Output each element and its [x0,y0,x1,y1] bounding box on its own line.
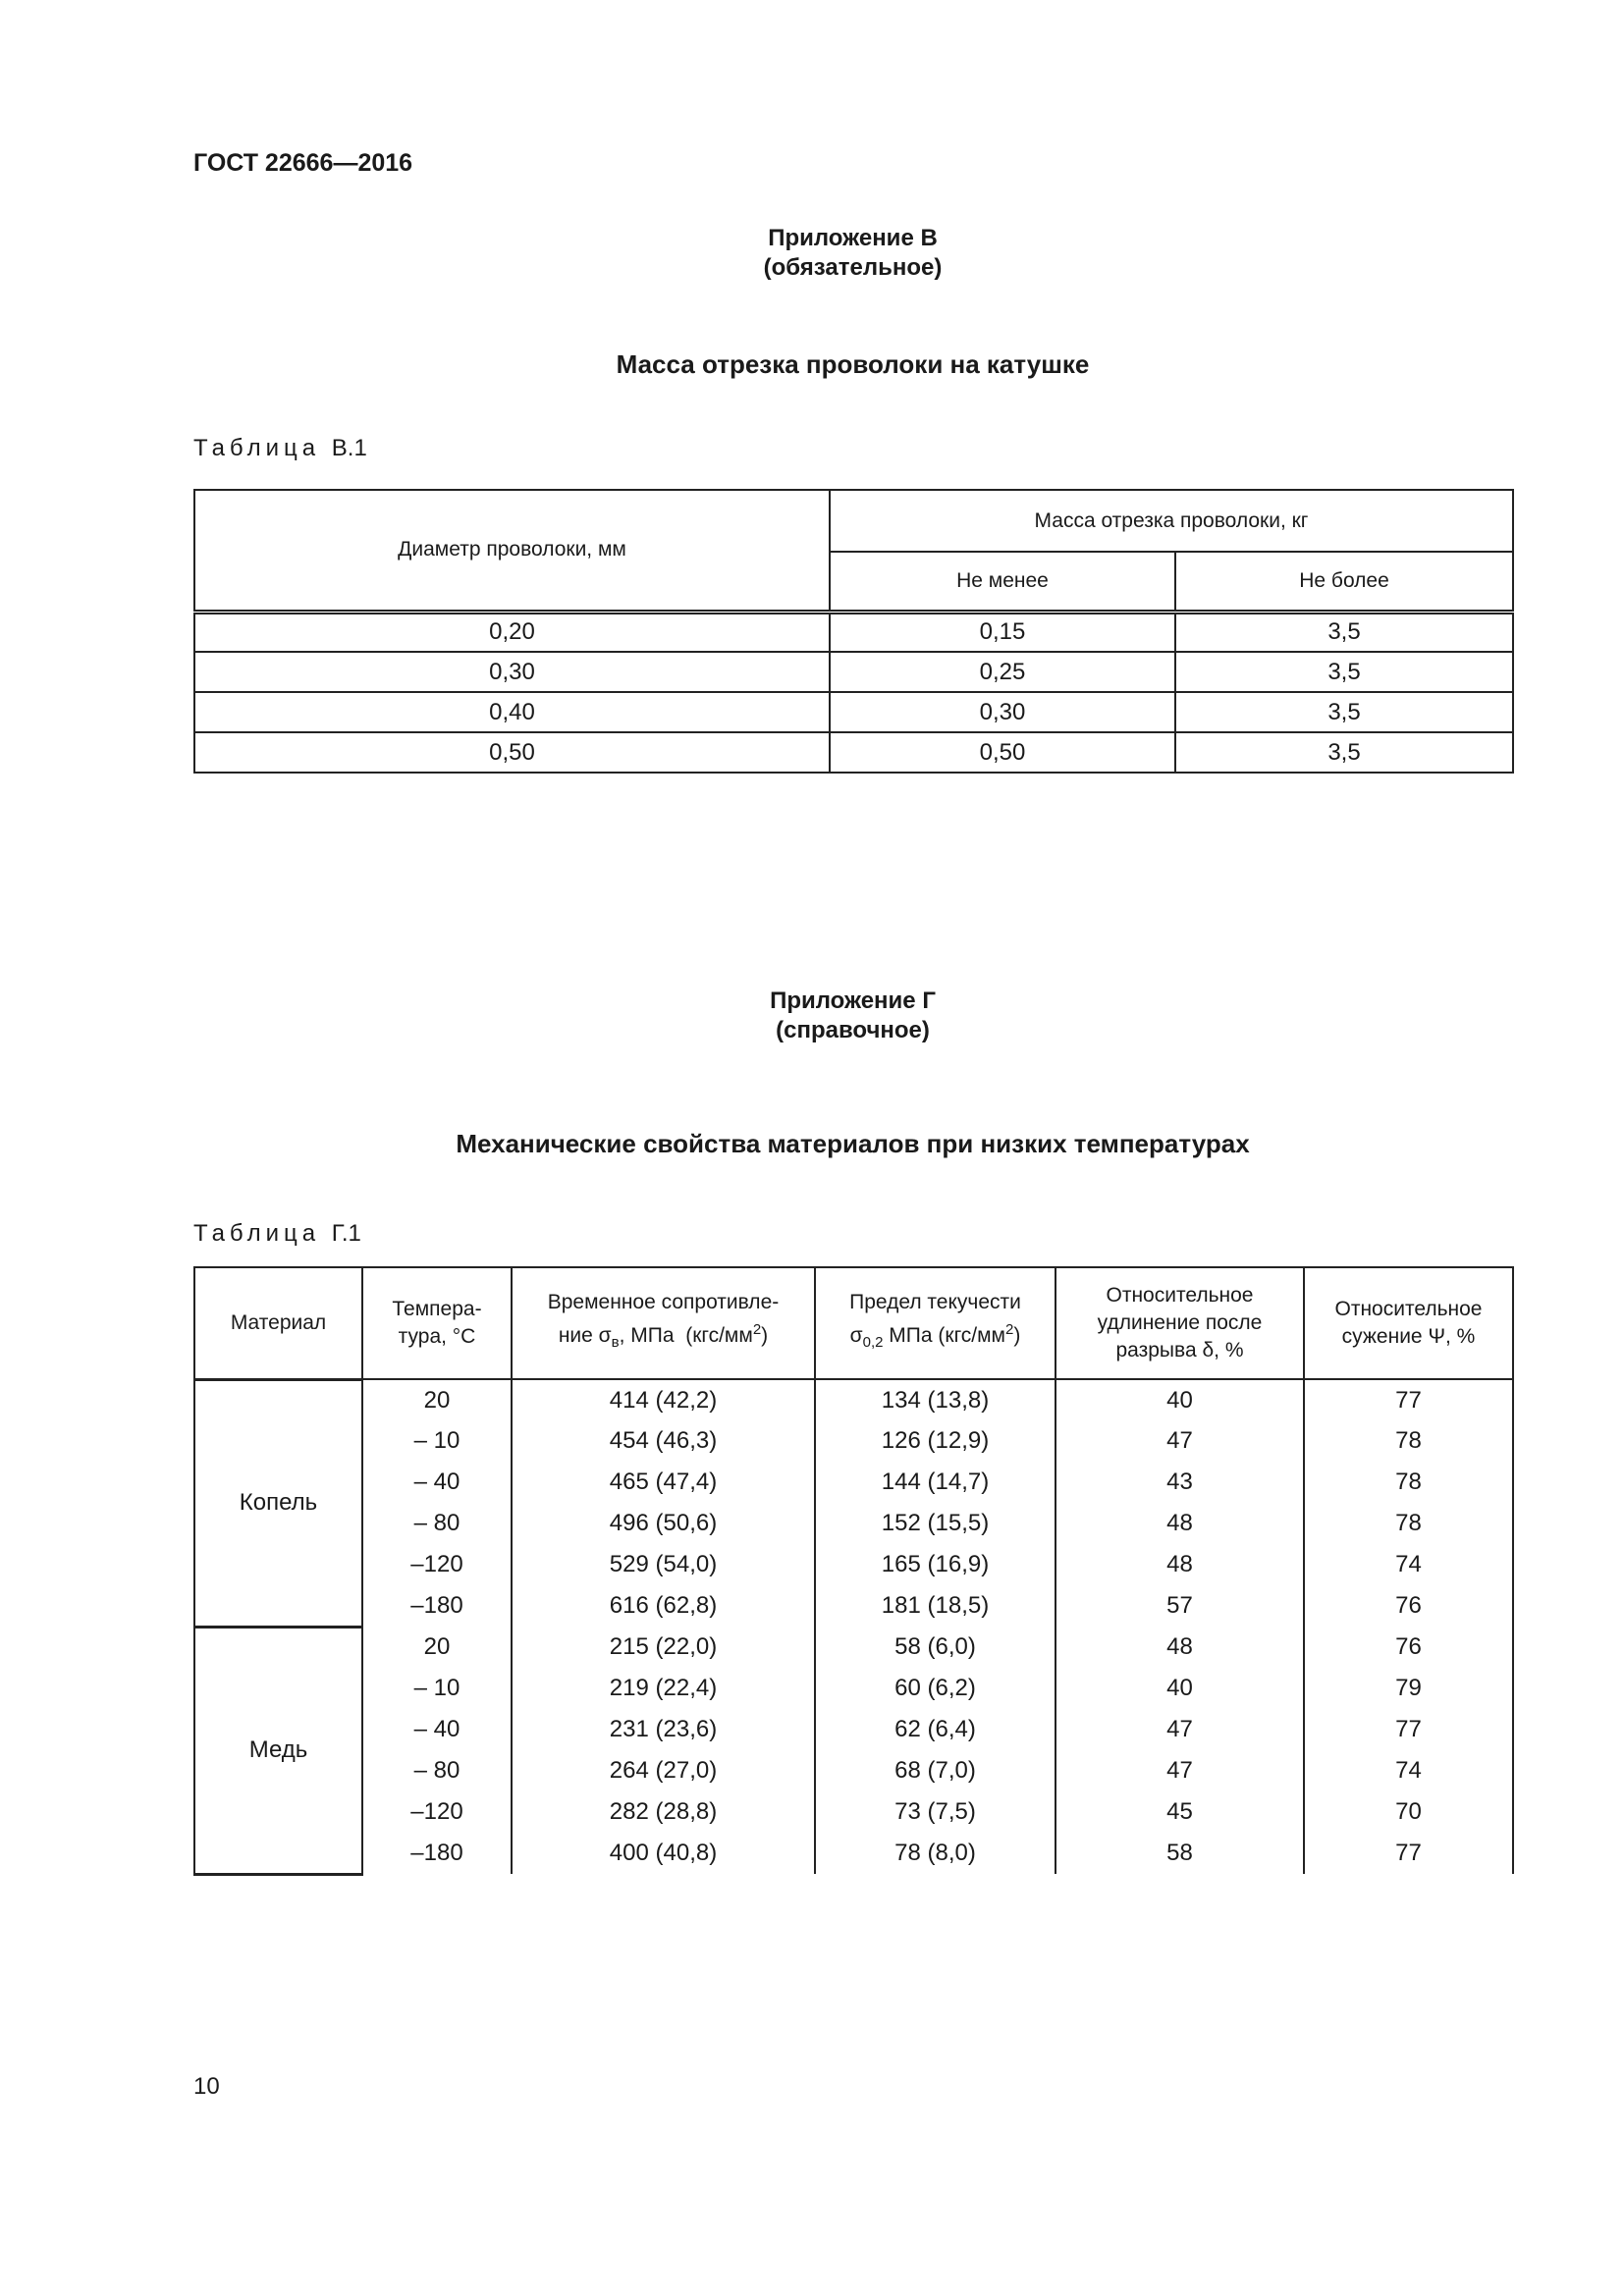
header-strength-line2c: ) [761,1324,769,1348]
table-cell: 3,5 [1175,732,1513,773]
table-cell: 264 (27,0) [512,1750,815,1791]
table-cell: 62 (6,4) [815,1709,1056,1750]
table-cell: 57 [1056,1585,1304,1627]
table-cell: 78 [1304,1462,1513,1503]
table-cell: 79 [1304,1668,1513,1709]
table-cell: 77 [1304,1379,1513,1420]
table-row [194,732,1513,773]
table-row [194,1709,1513,1750]
table-cell: 215 (22,0) [512,1627,815,1668]
header-elongation-line3: разрыва δ, % [1115,1339,1244,1362]
table-cell: 60 (6,2) [815,1668,1056,1709]
table-cell: 144 (14,7) [815,1462,1056,1503]
table-cell: – 80 [362,1503,512,1544]
header-narrowing-line2: сужение Ψ, % [1341,1325,1476,1348]
header-temperature-line1: Темпера- [392,1298,482,1320]
header-strength-sup: 2 [752,1321,762,1339]
table-row [194,1462,1513,1503]
header-yield-line2b: МПа (кгс/мм [883,1324,1005,1348]
table-cell: 47 [1056,1750,1304,1791]
table-cell: 3,5 [1175,612,1513,652]
table-row [194,1585,1513,1627]
table-cell: 0,30 [830,692,1175,732]
table-cell: 0,30 [194,652,830,692]
table-row [194,1544,1513,1585]
table-row [194,1668,1513,1709]
material-cell: Медь [194,1627,362,1874]
table-cell: 78 (8,0) [815,1833,1056,1874]
header-diameter: Диаметр проволоки, мм [194,490,830,612]
material-cell: Копель [194,1379,362,1627]
header-elongation-line1: Относительное [1106,1284,1254,1307]
table-cell: 47 [1056,1709,1304,1750]
header-yield-strength [815,1267,1056,1379]
table-cell: 47 [1056,1420,1304,1462]
table-cell: – 80 [362,1750,512,1791]
table-cell: 77 [1304,1709,1513,1750]
table-cell: –180 [362,1833,512,1874]
page-number: 10 [193,2073,220,2100]
table-cell: 48 [1056,1627,1304,1668]
header-tensile-strength [512,1267,815,1379]
table-g1-caption [193,1220,361,1248]
table-cell: –120 [362,1544,512,1585]
header-strength-line1: Временное сопротивле- [547,1291,780,1314]
table-g1 [193,1266,1514,1876]
table-cell: 43 [1056,1462,1304,1503]
appendix-g-title: Приложение Г [770,988,936,1014]
table-cell: 40 [1056,1668,1304,1709]
table-cell: 231 (23,6) [512,1709,815,1750]
table-row [194,1791,1513,1833]
appendix-v-title: Приложение В [768,225,938,251]
header-yield-sup: 2 [1005,1321,1014,1339]
table-cell: 0,15 [830,612,1175,652]
header-elongation-line2: удлинение после [1097,1311,1263,1334]
table-cell: –180 [362,1585,512,1627]
table-cell: 70 [1304,1791,1513,1833]
table-cell: 0,50 [194,732,830,773]
table-cell: 3,5 [1175,652,1513,692]
header-elongation [1056,1267,1304,1379]
appendix-g-status: (справочное) [776,1017,930,1043]
document-code: ГОСТ 22666—2016 [193,149,413,177]
table-row [194,1833,1513,1874]
header-yield-line1: Предел текучести [849,1291,1021,1314]
table-cell: – 10 [362,1668,512,1709]
header-material: Материал [194,1267,362,1379]
header-max: Не более [1175,552,1513,612]
header-yield-line2c: ) [1013,1324,1021,1348]
table-cell: 58 [1056,1833,1304,1874]
header-mass: Масса отрезка проволоки, кг [830,490,1513,552]
table-cell: 20 [362,1627,512,1668]
header-strength-line2b: , МПа (кгс/мм [619,1324,753,1348]
table-cell: 454 (46,3) [512,1420,815,1462]
table-cell: 165 (16,9) [815,1544,1056,1585]
table-caption-number: В.1 [331,435,367,461]
table-row [194,692,1513,732]
table-cell: 77 [1304,1833,1513,1874]
table-row [194,1627,1513,1668]
table-cell: 152 (15,5) [815,1503,1056,1544]
table-cell: 74 [1304,1544,1513,1585]
table-cell: 74 [1304,1750,1513,1791]
header-narrowing [1304,1267,1513,1379]
header-temperature [362,1267,512,1379]
table-cell: 58 (6,0) [815,1627,1056,1668]
appendix-v-heading: Масса отрезка проволоки на катушке [616,349,1090,379]
table-cell: 616 (62,8) [512,1585,815,1627]
table-caption-word: Таблица [193,435,321,461]
table-cell: 0,50 [830,732,1175,773]
table-cell: 76 [1304,1585,1513,1627]
table-row [194,1379,1513,1420]
table-cell: 414 (42,2) [512,1379,815,1420]
table-row [194,1420,1513,1462]
table-cell: 465 (47,4) [512,1462,815,1503]
table-row [194,1503,1513,1544]
table-cell: 134 (13,8) [815,1379,1056,1420]
appendix-g-heading: Механические свойства материалов при низких температурах [456,1129,1250,1158]
header-min: Не менее [830,552,1175,612]
table-cell: 219 (22,4) [512,1668,815,1709]
table-v1-caption [193,435,367,462]
header-strength-line2a: ние σ [558,1324,612,1348]
table-cell: –120 [362,1791,512,1833]
header-yield-line2a: σ [849,1324,863,1348]
header-strength-sub: в [611,1334,620,1352]
table-v1 [193,489,1514,774]
table-cell: 20 [362,1379,512,1420]
table-caption-word: Таблица [193,1220,321,1247]
header-yield-sub: 0,2 [862,1334,884,1352]
table-cell: 40 [1056,1379,1304,1420]
table-cell: 496 (50,6) [512,1503,815,1544]
table-cell: 529 (54,0) [512,1544,815,1585]
table-caption-number: Г.1 [331,1220,361,1247]
table-row [194,612,1513,652]
table-cell: 0,20 [194,612,830,652]
table-cell: – 40 [362,1709,512,1750]
table-cell: – 10 [362,1420,512,1462]
table-cell: 73 (7,5) [815,1791,1056,1833]
table-cell: – 40 [362,1462,512,1503]
table-cell: 0,25 [830,652,1175,692]
table-cell: 76 [1304,1627,1513,1668]
appendix-v-status: (обязательное) [763,254,943,281]
header-narrowing-line1: Относительное [1334,1298,1483,1320]
table-cell: 126 (12,9) [815,1420,1056,1462]
table-cell: 3,5 [1175,692,1513,732]
table-cell: 0,40 [194,692,830,732]
table-cell: 45 [1056,1791,1304,1833]
table-cell: 68 (7,0) [815,1750,1056,1791]
table-cell: 282 (28,8) [512,1791,815,1833]
header-temperature-line2: тура, °С [398,1325,476,1348]
table-cell: 181 (18,5) [815,1585,1056,1627]
table-cell: 78 [1304,1420,1513,1462]
table-cell: 48 [1056,1544,1304,1585]
table-row [194,652,1513,692]
table-cell: 78 [1304,1503,1513,1544]
table-row [194,1750,1513,1791]
table-cell: 400 (40,8) [512,1833,815,1874]
table-cell: 48 [1056,1503,1304,1544]
